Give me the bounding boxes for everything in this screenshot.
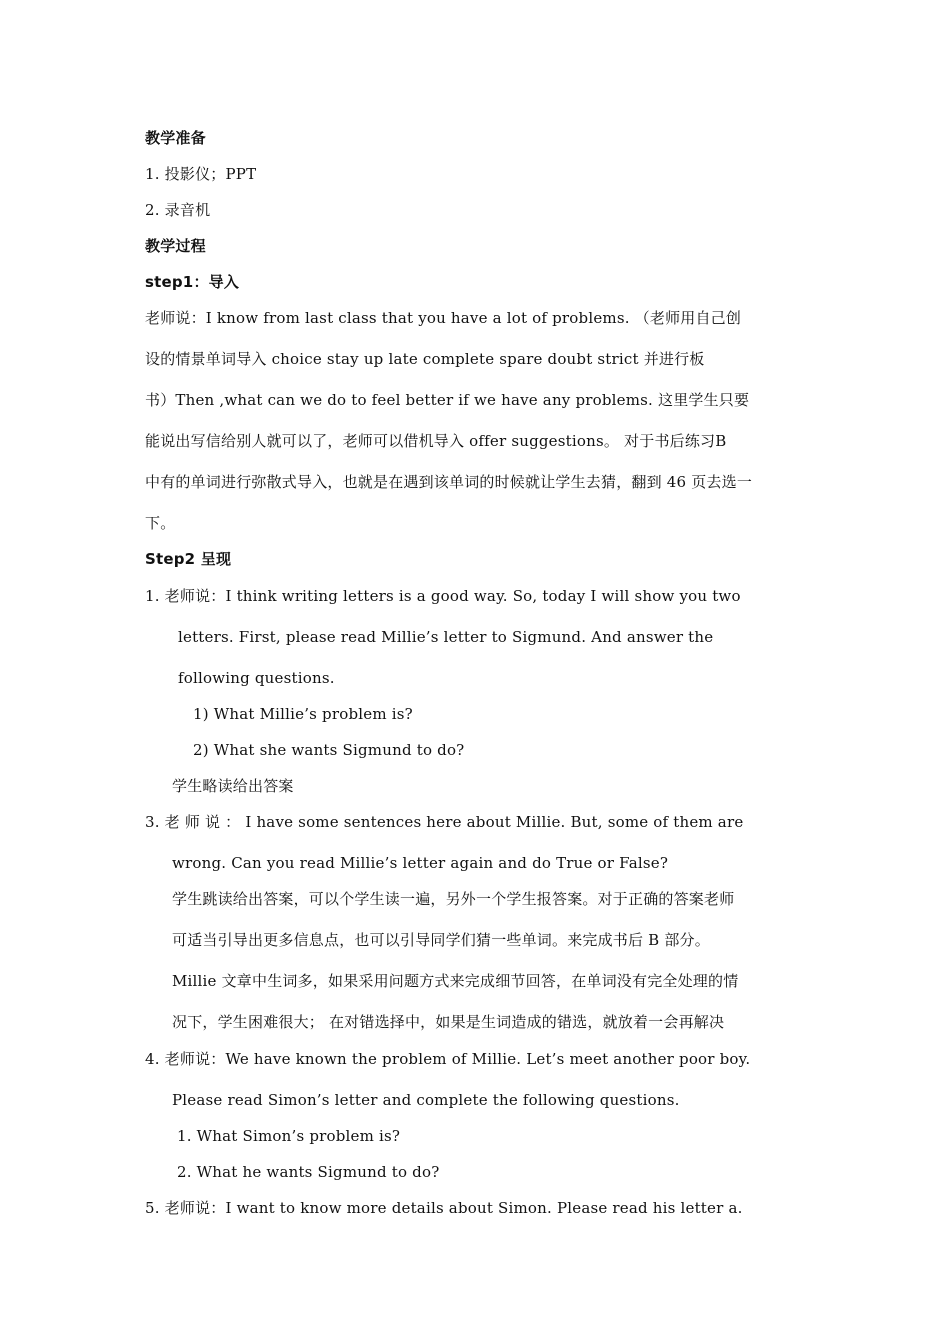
process-heading: 教学过程 bbox=[145, 237, 206, 255]
step2-item1-line-2: letters. First, please read Millie’s letter to Sigmund. And answer the bbox=[178, 628, 714, 646]
step2-item1-question-1: 1) What Millie’s problem is? bbox=[193, 705, 413, 723]
step2-item3-line-2: wrong. Can you read Millie’s letter again and do True or False? bbox=[172, 854, 669, 872]
step1-line-3: 书）Then ,what can we do to feel better if we have any problems. 这里学生只要 bbox=[145, 391, 750, 409]
step2-item3-line-3: 学生跳读给出答案，可以个学生读一遍，另外一个学生报答案。对于正确的答案老师 bbox=[172, 890, 735, 908]
step2-item1-line-1: 1. 老师说：I think writing letters is a good way. So, today I will show you two bbox=[145, 587, 741, 605]
step2-item4-question-2: 2. What he wants Sigmund to do? bbox=[177, 1163, 440, 1181]
prep-heading: 教学准备 bbox=[145, 129, 206, 147]
step1-line-2: 设的情景单词导入 choice stay up late complete spare doubt strict 并进行板 bbox=[145, 350, 705, 368]
step2-item4-line-2: Please read Simon’s letter and complete the following questions. bbox=[172, 1091, 680, 1109]
step1-heading: step1：导入 bbox=[145, 273, 240, 291]
prep-item-1: 1. 投影仪；PPT bbox=[145, 165, 257, 183]
step1-line-5: 中有的单词进行弥散式导入，也就是在遇到该单词的时候就让学生去猜，翻到 46 页去选一 bbox=[145, 473, 753, 491]
step2-item1-question-2: 2) What she wants Sigmund to do? bbox=[193, 741, 465, 759]
step2-item1-line-3: following questions. bbox=[178, 669, 335, 687]
step2-heading: Step2 呈现 bbox=[145, 550, 232, 568]
step2-item4-question-1: 1. What Simon’s problem is? bbox=[177, 1127, 401, 1145]
step2-item4-line-1: 4. 老师说：We have known the problem of Millie. Let’s meet another poor boy. bbox=[145, 1050, 751, 1068]
step2-item1-note: 学生略读给出答案 bbox=[172, 777, 294, 795]
step2-item3-line-6: 况下，学生困难很大； 在对错选择中，如果是生词造成的错选，就放着一会再解决 bbox=[172, 1013, 725, 1031]
prep-item-2: 2. 录音机 bbox=[145, 201, 211, 219]
step2-item3-line-4: 可适当引导出更多信息点，也可以引导同学们猜一些单词。来完成书后 B 部分。 bbox=[172, 931, 710, 949]
step2-item5-line-1: 5. 老师说：I want to know more details about Simon. Please read his letter a. bbox=[145, 1199, 743, 1217]
step1-line-1: 老师说：I know from last class that you have a lot of problems. （老师用自己创 bbox=[145, 309, 742, 327]
step1-line-6: 下。 bbox=[145, 514, 176, 532]
step2-item3-line-5: Millie 文章中生词多，如果采用问题方式来完成细节回答，在单词没有完全处理的情 bbox=[172, 972, 739, 990]
step2-item3-line-1: 3. 老 师 说 ： I have some sentences here about Millie. But, some of them are bbox=[145, 813, 744, 831]
step1-line-4: 能说出写信给别人就可以了，老师可以借机导入 offer suggestions。 对于书后练习B bbox=[145, 432, 727, 450]
